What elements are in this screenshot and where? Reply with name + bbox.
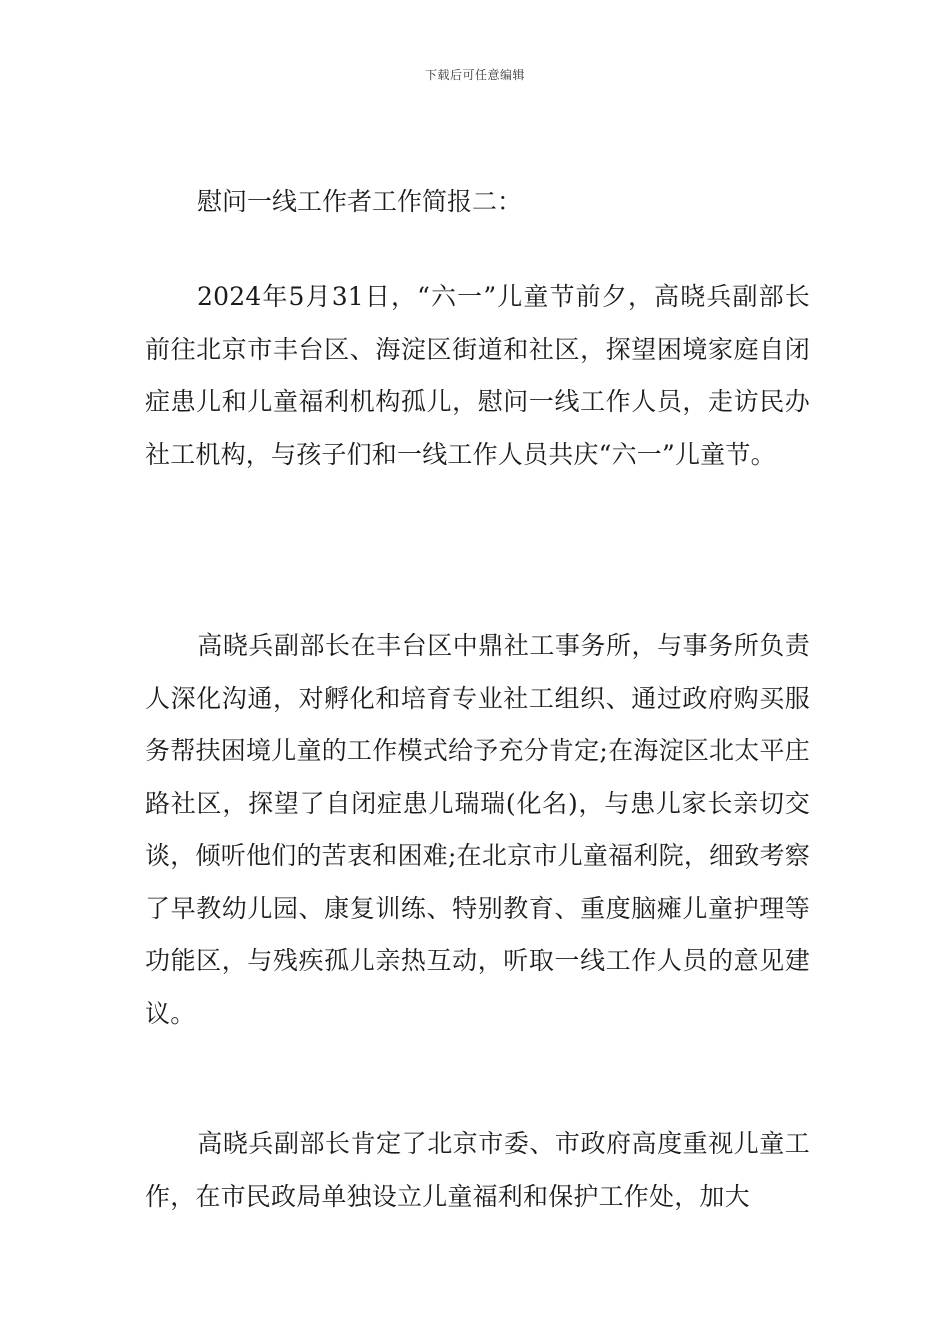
paragraph-2-text: 高晓兵副部长在丰台区中鼎社工事务所，与事务所负责人深化沟通，对孵化和培育专业社工组织、通过政府购买服务帮扶困境儿童的工作模式给予充分肯定;在海淀区北太平庄路社区，探望了自闭症患儿瑞瑞(化名)，与患儿家长亲切交谈，倾听他们的苦衷和困难;在北京市儿童福利院，细致考察了早教幼儿园、康复训练、特别教育、重度脑瘫儿童护理等功能区，与残疾孤儿亲热互动，听取一线工作人员的意见建议。 [145, 631, 810, 1028]
paragraph-1 [145, 271, 810, 481]
header-note: 下载后可任意编辑 [424, 68, 525, 82]
paragraph-3-text: 高晓兵副部长肯定了北京市委、市政府高度重视儿童工作，在市民政局单独设立儿童福利和保护工作处，加大 [145, 1129, 810, 1211]
document-title: 慰问一线工作者工作简报二： [197, 187, 523, 216]
paragraph-3 [145, 1118, 810, 1223]
paragraph-2 [145, 620, 810, 1040]
paragraph-1-text: 2024年5月31日，“六一”儿童节前夕，高晓兵副部长前往北京市丰台区、海淀区街道和社区，探望困境家庭自闭症患儿和儿童福利机构孤儿，慰问一线工作人员，走访民办社工机构，与孩子们和一线工作人员共庆“六一”儿童节。 [145, 282, 810, 469]
